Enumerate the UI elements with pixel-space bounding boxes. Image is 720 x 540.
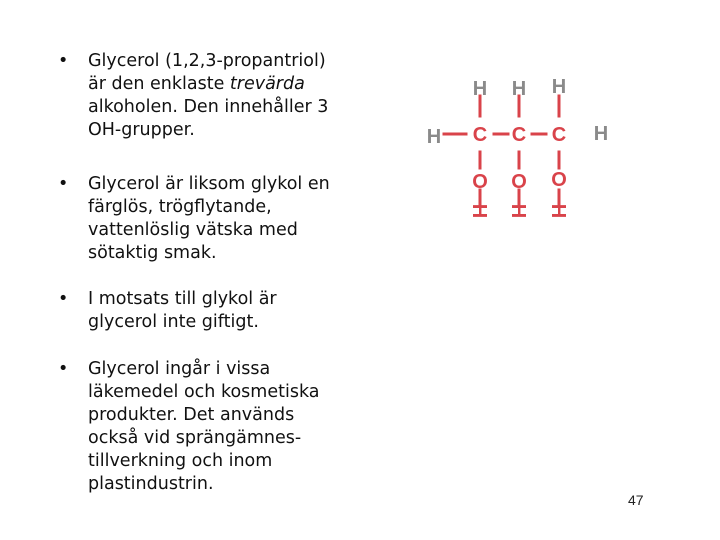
atom-oxygen: O bbox=[511, 171, 527, 193]
atom-hydrogen: H bbox=[472, 78, 488, 100]
bond-lines bbox=[444, 96, 559, 204]
bullet-line: tillverkning och inom bbox=[88, 451, 273, 471]
atom-hydrogen: H bbox=[593, 123, 609, 145]
bullet-dot-icon: • bbox=[58, 289, 69, 309]
bullet-item bbox=[58, 173, 330, 265]
bullet-line: OH-grupper. bbox=[88, 120, 195, 140]
bullet-line: Glycerol (1,2,3-propantriol) bbox=[88, 51, 326, 71]
bullet-item bbox=[58, 50, 328, 142]
bullet-dot-icon: • bbox=[58, 174, 69, 194]
bullet-dot-icon: • bbox=[58, 51, 69, 71]
bullet-line: också vid sprängämnes- bbox=[88, 428, 302, 448]
bullet-line: Glycerol ingår i vissa bbox=[88, 359, 271, 379]
bullet-item bbox=[58, 358, 320, 496]
atom-hydrogen: H bbox=[468, 203, 490, 219]
atom-carbon: C bbox=[511, 124, 527, 146]
page-number: 47 bbox=[628, 492, 644, 508]
bullet-line: läkemedel och kosmetiska bbox=[88, 382, 320, 402]
atom-carbon: C bbox=[472, 124, 488, 146]
bullet-line: Glycerol är liksom glykol en bbox=[88, 174, 330, 194]
atom-hydrogen: H bbox=[426, 126, 442, 148]
atom-carbon: C bbox=[551, 124, 567, 146]
bullet-line: produkter. Det används bbox=[88, 405, 295, 425]
atom-hydrogen: H bbox=[547, 203, 569, 219]
bullet-item bbox=[58, 288, 277, 334]
bullet-line: är den enklaste trevärda bbox=[88, 74, 305, 94]
bullet-line: vattenlöslig vätska med bbox=[88, 220, 298, 240]
atom-hydrogen: H bbox=[507, 203, 529, 219]
atom-hydrogen: H bbox=[511, 78, 527, 100]
emphasis-text: trevärda bbox=[229, 74, 305, 94]
bullet-line: plastindustrin. bbox=[88, 474, 214, 494]
bullet-line: sötaktig smak. bbox=[88, 243, 217, 263]
bullet-line: I motsats till glykol är bbox=[88, 289, 277, 309]
atom-oxygen: O bbox=[551, 169, 567, 191]
atom-oxygen: O bbox=[472, 171, 488, 193]
bullet-line: färglös, trögflytande, bbox=[88, 197, 272, 217]
bullet-dot-icon: • bbox=[58, 359, 69, 379]
bullet-line: alkoholen. Den innehåller 3 bbox=[88, 97, 329, 117]
glycerol-structure-diagram bbox=[418, 70, 618, 235]
bullet-line: glycerol inte giftigt. bbox=[88, 312, 259, 332]
atom-hydrogen: H bbox=[551, 76, 567, 98]
